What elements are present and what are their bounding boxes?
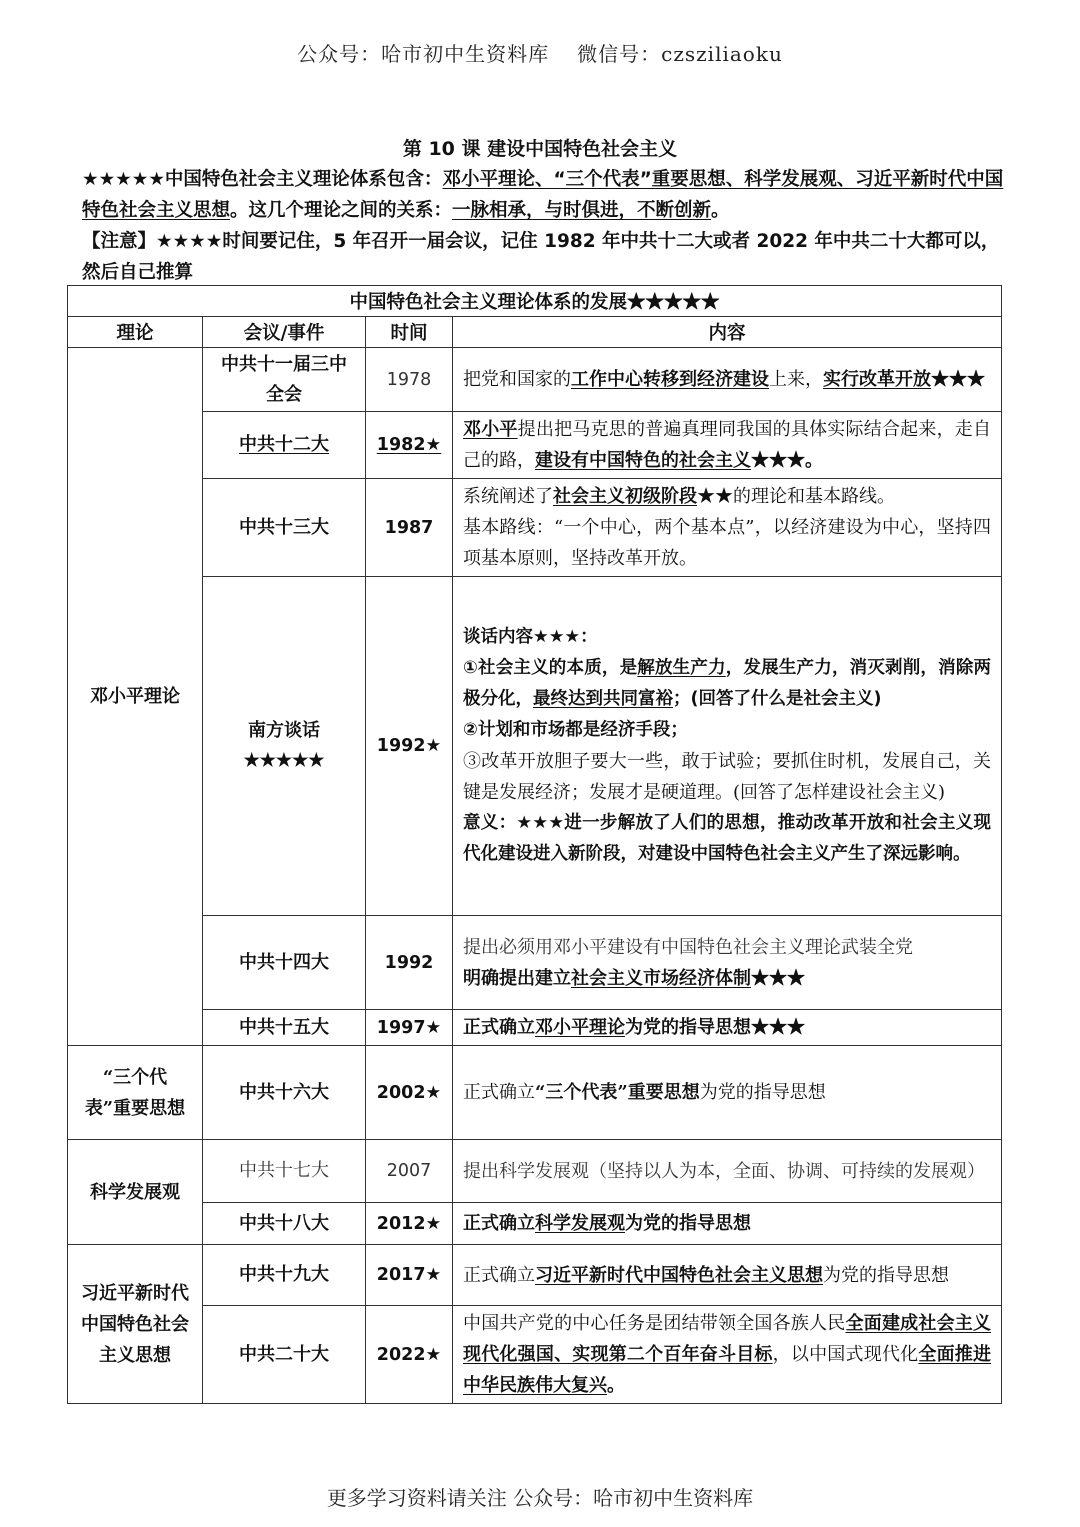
content-key: 社会主义市场经济体制 bbox=[571, 967, 751, 989]
event-cell bbox=[203, 412, 366, 479]
event-label: 南方谈话 bbox=[248, 720, 320, 741]
event-cell: 中共二十大 bbox=[203, 1306, 366, 1404]
content-key: 社会主义初级阶段 bbox=[553, 486, 697, 507]
content-key: 全面建成社会主义现代化强国、实现第二个百年奋斗目标 bbox=[463, 1313, 992, 1365]
year-cell: 2002★ bbox=[366, 1046, 453, 1140]
content-key: 邓小平 bbox=[463, 419, 518, 440]
content-text: 为党的指导思想 bbox=[699, 1082, 826, 1103]
content-cell: 提出科学发展观（坚持以人为本，全面、协调、可持续的发展观） bbox=[453, 1140, 1002, 1203]
content-text: 为党的指导思想 bbox=[823, 1264, 949, 1286]
table-row bbox=[68, 1245, 1002, 1306]
table-row bbox=[68, 1010, 1002, 1046]
table-row bbox=[68, 1203, 1002, 1245]
content-key: 最终达到共同富裕 bbox=[533, 689, 673, 709]
content-basic-line: 基本路线：“一个中心，两个基本点”，以经济建设为中心，坚持四项基本原则，坚持改革开放。 bbox=[463, 517, 992, 569]
content-cell bbox=[453, 348, 1002, 412]
content-key: 工作中心转移到经济建设 bbox=[571, 369, 769, 390]
content-text: 正式确立 bbox=[463, 1082, 535, 1103]
content-text: 正式确立 bbox=[463, 1264, 535, 1286]
table-row bbox=[68, 348, 1002, 412]
table-caption: 中国特色社会主义理论体系的发展★★★★★ bbox=[68, 286, 1002, 317]
content-text: ，发展生产力，消灭剥削，消除两极分化， bbox=[463, 658, 992, 709]
year-label: 1982★ bbox=[376, 435, 442, 455]
content-stars: ★★★ bbox=[751, 967, 805, 989]
content-text: 明确提出建立 bbox=[463, 967, 571, 989]
talk-significance: 意义：★★★进一步解放了人们的思想，推动改革开放和社会主义现代化建设进入新阶段，对建设中国特色社会主义产生了深远影响。 bbox=[463, 813, 992, 864]
event-label: 中共十二大 bbox=[239, 434, 329, 455]
content-text: 上来， bbox=[769, 369, 823, 390]
content-text: 。 bbox=[607, 1375, 625, 1396]
content-cell bbox=[453, 1010, 1002, 1046]
content-text: ，以中国式现代化 bbox=[772, 1344, 919, 1365]
event-cell: 中共十四大 bbox=[203, 916, 366, 1010]
event-cell: 中共十五大 bbox=[203, 1010, 366, 1046]
year-cell bbox=[366, 412, 453, 479]
header-event: 会议/事件 bbox=[203, 317, 366, 348]
intro-relation-label: 。这几个理论之间的关系： bbox=[230, 200, 453, 221]
intro-block bbox=[82, 164, 1004, 288]
theory-deng: 邓小平理论 bbox=[68, 348, 203, 1046]
talk-heading: 谈话内容★★★： bbox=[463, 627, 598, 647]
talk-point-1 bbox=[463, 653, 991, 715]
table-row bbox=[68, 577, 1002, 916]
table-row bbox=[68, 479, 1002, 577]
content-cell bbox=[453, 1046, 1002, 1140]
year-cell: 2017★ bbox=[366, 1245, 453, 1306]
year-cell: 1997★ bbox=[366, 1010, 453, 1046]
content-stars: ★★★ bbox=[931, 369, 985, 390]
content-text: ；(回答了什么是社会主义) bbox=[673, 689, 882, 709]
theory-development-table bbox=[67, 285, 1002, 1404]
content-cell bbox=[453, 412, 1002, 479]
talk-point-3: ③改革开放胆子要大一些，敢于试验；要抓住时机，发展自己，关键是发展经济；发展才是硬道理。(回答了怎样建设社会主义) bbox=[463, 751, 992, 803]
intro-prefix: ★★★★★中国特色社会主义理论体系包含： bbox=[82, 169, 443, 190]
content-text: 为党的指导思想 bbox=[625, 1213, 751, 1234]
table-row bbox=[68, 1306, 1002, 1404]
content-text: ★★的理论和基本路线。 bbox=[697, 486, 895, 507]
content-cell bbox=[453, 1306, 1002, 1404]
content-text: 正式确立 bbox=[463, 1213, 535, 1234]
content-text: 提出把马克思的普遍真理同我国的具体实际结合起来，走自己的路， bbox=[463, 419, 992, 471]
header-content: 内容 bbox=[453, 317, 1002, 348]
page-header bbox=[0, 38, 1080, 67]
content-key: “三个代表”重要思想 bbox=[535, 1082, 700, 1103]
table-row bbox=[68, 1140, 1002, 1203]
event-cell: 中共十九大 bbox=[203, 1245, 366, 1306]
intro-theories: 邓小平理论、“三个代表”重要思想、科学发展观、习近平新时代中国特色社会主义思想 bbox=[82, 169, 1004, 221]
year-cell: 1992★ bbox=[366, 577, 453, 916]
event-stars: ★★★★★ bbox=[243, 750, 325, 771]
event-cell: 中共十七大 bbox=[203, 1140, 366, 1203]
talk-point-2: ②计划和市场都是经济手段； bbox=[463, 720, 688, 740]
intro-note: 【注意】★★★★时间要记住，5 年召开一届会议，记住 1982 年中共十二大或者 2022 年中共二十大都可以，然后自己推算 bbox=[82, 231, 1000, 283]
content-key: 全面推进中华民族伟大复兴 bbox=[463, 1344, 992, 1396]
table-row bbox=[68, 412, 1002, 479]
content-text: 把党和国家的 bbox=[463, 369, 571, 390]
event-cell: 中共十八大 bbox=[203, 1203, 366, 1245]
intro-end: 。 bbox=[711, 200, 730, 221]
content-stars: ★★★。 bbox=[751, 450, 823, 471]
lesson-title: 第 10 课 建设中国特色社会主义 bbox=[402, 138, 678, 160]
year-cell: 1987 bbox=[366, 479, 453, 577]
content-key: 解放生产力 bbox=[637, 658, 726, 678]
content-key: 建设有中国特色的社会主义 bbox=[535, 450, 751, 471]
content-text: 为党的指导思想★★★ bbox=[625, 1017, 805, 1038]
theory-xi: 习近平新时代中国特色社会主义思想 bbox=[68, 1245, 203, 1404]
event-cell bbox=[203, 577, 366, 916]
intro-relation: 一脉相承，与时俱进，不断创新 bbox=[452, 200, 712, 221]
content-cell bbox=[453, 1245, 1002, 1306]
content-key: 科学发展观 bbox=[535, 1213, 625, 1234]
content-cell bbox=[453, 916, 1002, 1010]
intro-theory-system bbox=[82, 164, 1004, 226]
year-cell: 2012★ bbox=[366, 1203, 453, 1245]
event-cell: 中共十六大 bbox=[203, 1046, 366, 1140]
content-key: 习近平新时代中国特色社会主义思想 bbox=[535, 1264, 823, 1286]
page-footer: 更多学习资料请关注 公众号：哈市初中生资料库 bbox=[326, 1486, 754, 1510]
content-text: 中国共产党的中心任务是团结带领全国各族人民 bbox=[463, 1313, 846, 1334]
content-text: ①社会主义的本质，是 bbox=[463, 658, 638, 678]
event-cell: 中共十三大 bbox=[203, 479, 366, 577]
header-wechat-id: 微信号：czsziliaoku bbox=[577, 42, 783, 66]
year-cell: 1978 bbox=[366, 348, 453, 412]
header-theory: 理论 bbox=[68, 317, 203, 348]
content-key: 实行改革开放 bbox=[823, 369, 931, 390]
content-text: 正式确立 bbox=[463, 1017, 535, 1038]
theory-three-represents: “三个代表”重要思想 bbox=[68, 1046, 203, 1140]
table-row bbox=[68, 1046, 1002, 1140]
theory-scientific-development: 科学发展观 bbox=[68, 1140, 203, 1245]
event-cell: 中共十一届三中全会 bbox=[203, 348, 366, 412]
year-cell: 2022★ bbox=[366, 1306, 453, 1404]
header-year: 时间 bbox=[366, 317, 453, 348]
content-cell bbox=[453, 1203, 1002, 1245]
content-text: 系统阐述了 bbox=[463, 486, 553, 507]
content-cell bbox=[453, 577, 1002, 916]
year-cell: 2007 bbox=[366, 1140, 453, 1203]
content-cell bbox=[453, 479, 1002, 577]
table-row bbox=[68, 916, 1002, 1010]
year-cell: 1992 bbox=[366, 916, 453, 1010]
header-public-account: 公众号：哈市初中生资料库 bbox=[297, 42, 550, 66]
content-key: 邓小平理论 bbox=[535, 1017, 625, 1038]
content-market-economy bbox=[463, 963, 991, 994]
content-text: 提出必须用邓小平建设有中国特色社会主义理论武装全党 bbox=[463, 936, 913, 958]
